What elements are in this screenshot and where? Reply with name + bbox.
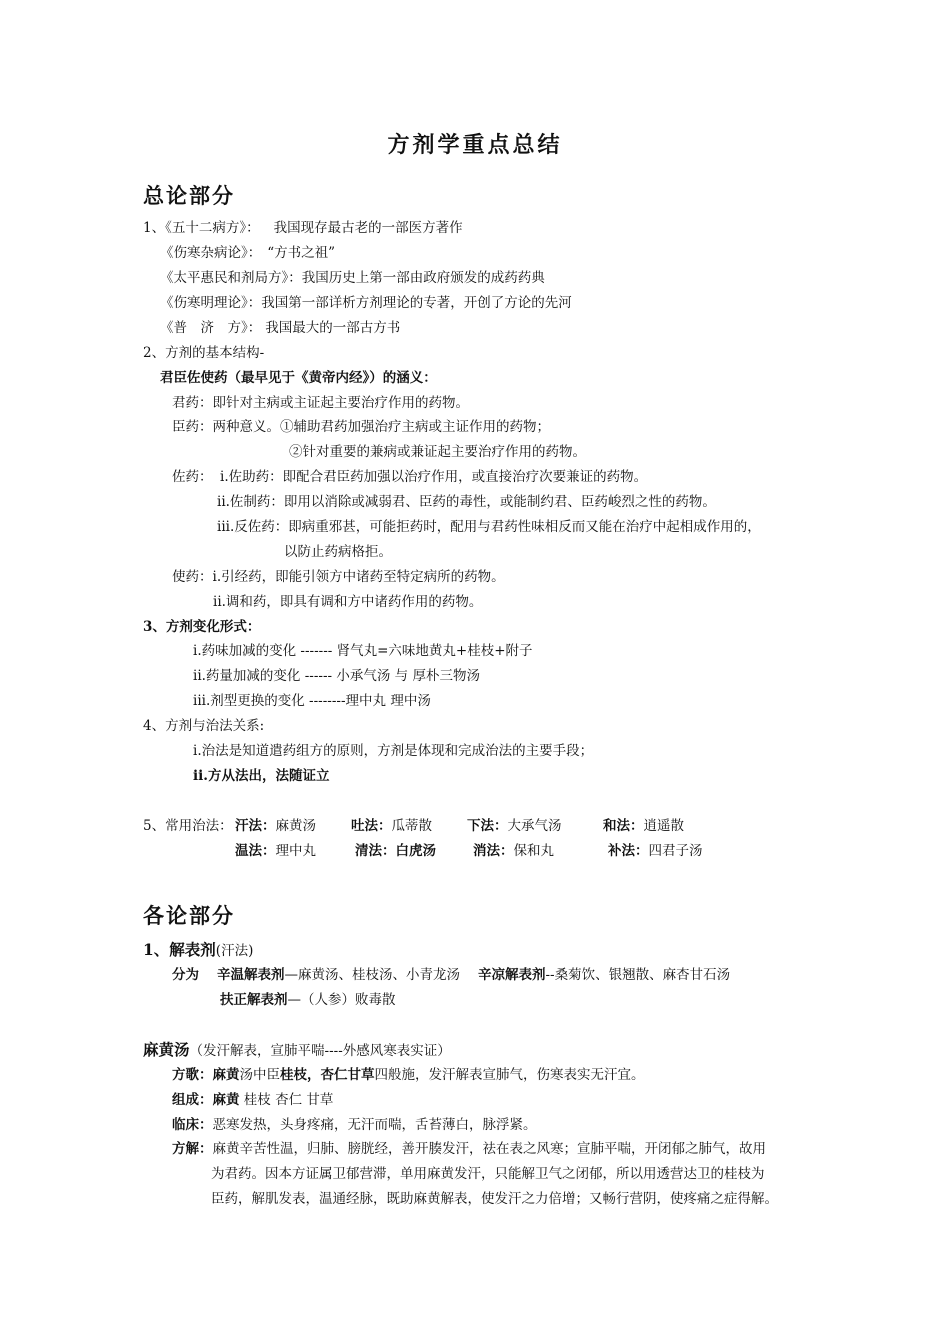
book-title: 《伤寒杂病论》： xyxy=(160,245,262,261)
linchuang-text: 恶寒发热，头身疼痛，无汗而喘，舌苔薄白，脉浮紧。 xyxy=(212,1117,537,1133)
jiebiao-heading xyxy=(143,941,253,960)
jiebiao-categories-2 xyxy=(220,991,396,1009)
method-item xyxy=(608,842,703,860)
fangjie-line1 xyxy=(172,1140,766,1158)
xinliang-list: --桑菊饮、银翘散、麻杏甘石汤 xyxy=(545,967,731,983)
zuo-yao-3b: 以防止药病格拒。 xyxy=(284,544,392,560)
fangge-herb: 桂枝 xyxy=(280,1067,307,1083)
jun-yao: 君药：即针对主病或主证起主要治疗作用的药物。 xyxy=(172,395,469,411)
method-key: 和法： xyxy=(603,818,644,834)
method-value: 理中丸 xyxy=(275,843,316,859)
method-key: 温法： xyxy=(235,843,276,859)
xinwen-list: —麻黄汤、桂枝汤、小青龙汤 xyxy=(284,967,460,983)
zucheng-label: 组成： xyxy=(172,1092,213,1108)
zuo-yao-label: 佐药： xyxy=(172,469,213,485)
fangjie-label: 方解： xyxy=(172,1141,213,1157)
zuo-yao-1: i.佐助药：即配合君臣药加强以治疗作用，或直接治疗次要兼证的药物。 xyxy=(220,469,648,485)
formula-desc: （发汗解表，宣肺平喘----外感风寒表实证） xyxy=(189,1043,451,1059)
zuo-yao-2: ii.佐制药：即用以消除或减弱君、臣药的毒性，或能制约君、臣药峻烈之性的药物。 xyxy=(217,494,716,510)
book-desc: 我国最大的一部古方书 xyxy=(265,320,401,336)
linchuang-line xyxy=(172,1116,537,1134)
book-title: 1、《五十二病方》： xyxy=(143,220,260,236)
method-key: 下法： xyxy=(467,818,508,834)
method-value: 麻黄汤 xyxy=(275,818,316,834)
zucheng-rest: 桂枝 杏仁 甘草 xyxy=(239,1092,334,1108)
book-title: 《普 济 方》： xyxy=(160,320,262,336)
method-value: 瓜蒂散 xyxy=(391,818,432,834)
method-value: 四君子汤 xyxy=(648,843,703,859)
jiebiao-paren: (汗法) xyxy=(215,943,254,959)
s1-line1 xyxy=(143,219,463,237)
zucheng-line xyxy=(172,1091,333,1109)
fangjie-text: 麻黄辛苦性温，归肺、膀胱经，善开腠发汗，祛在表之风寒；宣肺平喘，开闭郁之肺气，故用 xyxy=(212,1141,766,1157)
jiebiao-categories-1 xyxy=(172,966,730,984)
method-value: 大承气汤 xyxy=(507,818,562,834)
book-desc: “方书之祖” xyxy=(267,245,336,261)
book-desc: 我国现存最古老的一部医方著作 xyxy=(273,220,463,236)
method-key: 补法： xyxy=(608,843,649,859)
linchuang-label: 临床： xyxy=(172,1117,213,1133)
method-value: 白虎汤 xyxy=(395,843,436,859)
method-item xyxy=(603,817,684,835)
method-key: 汗法： xyxy=(235,818,276,834)
s5-prefix: 5、常用治法： xyxy=(143,818,233,834)
s2-subheading: 君臣佐使药（最早见于《黄帝内经》）的涵义： xyxy=(160,370,437,386)
shi-yao-1: 使药：i.引经药，即能引领方中诸药至特定病所的药物。 xyxy=(172,569,505,585)
chen-yao-1: 臣药：两种意义。①辅助君药加强治疗主病或主证作用的药物； xyxy=(172,419,550,435)
method-key: 消法： xyxy=(473,843,514,859)
method-item xyxy=(355,842,436,860)
s1-line4: 《伤寒明理论》：我国第一部详析方剂理论的专著，开创了方论的先河 xyxy=(160,295,572,311)
method-item xyxy=(467,817,562,835)
fangge-line xyxy=(172,1066,645,1084)
method-value: 逍遥散 xyxy=(643,818,684,834)
s1-line3: 《太平惠民和剂局方》：我国历史上第一部由政府颁发的成药药典 xyxy=(160,270,545,286)
section-heading-general: 总论部分 xyxy=(143,183,235,208)
s4-heading: 4、方剂与治法关系: xyxy=(143,718,265,734)
method-item xyxy=(235,817,316,835)
fen-label: 分为 xyxy=(172,967,199,983)
method-item xyxy=(351,817,432,835)
method-item xyxy=(473,842,554,860)
xinliang-label: 辛凉解表剂 xyxy=(478,967,546,983)
fangge-text: ， xyxy=(307,1067,321,1083)
jiebiao-title: 1、解表剂 xyxy=(143,940,216,959)
formula-name: 麻黄汤 xyxy=(143,1040,190,1059)
method-item xyxy=(235,842,316,860)
fangjie-line2: 为君药。因本方证属卫郁营滞，单用麻黄发汗，只能解卫气之闭郁，所以用透营达卫的桂枝为 xyxy=(211,1166,765,1182)
method-value: 保和丸 xyxy=(513,843,554,859)
s3-line3: iii.剂型更换的变化 --------理中丸 理中汤 xyxy=(193,693,431,709)
mahuang-heading xyxy=(143,1041,451,1060)
fuzheng-label: 扶正解表剂 xyxy=(220,992,288,1008)
chen-yao-2: ②针对重要的兼病或兼证起主要治疗作用的药物。 xyxy=(289,444,586,460)
section-heading-specific: 各论部分 xyxy=(143,903,235,928)
s3-line2: ii.药量加减的变化 ------ 小承气汤 与 厚朴三物汤 xyxy=(193,668,480,684)
fangge-herb: 麻黄 xyxy=(212,1067,240,1083)
s2-heading: 2、方剂的基本结构- xyxy=(143,345,265,361)
s1-line5 xyxy=(160,319,400,337)
page-title: 方剂学重点总结 xyxy=(387,132,563,158)
s1-line2 xyxy=(160,244,335,262)
fangge-label: 方歌： xyxy=(172,1067,213,1083)
xinwen-label: 辛温解表剂 xyxy=(217,967,285,983)
shi-yao-2: ii.调和药，即具有调和方中诸药作用的药物。 xyxy=(213,594,483,610)
fangge-text: 四般施，发汗解表宣肺气，伤寒表实无汗宜。 xyxy=(374,1067,645,1083)
s4-line2: ii.方从法出，法随证立 xyxy=(193,768,330,784)
zucheng-herb: 麻黄 xyxy=(212,1092,240,1108)
fangjie-line3: 臣药，解肌发表，温通经脉，既助麻黄解表，使发汗之力倍增；又畅行营阴，使疼痛之症得解。 xyxy=(211,1191,778,1207)
fangge-text: 汤中臣 xyxy=(239,1067,280,1083)
s3-heading: 3、方剂变化形式： xyxy=(143,619,261,635)
s3-line1: i.药味加减的变化 ------- 肾气丸=六味地黄丸+桂枝+附子 xyxy=(193,643,533,659)
zuo-yao-3a: iii.反佐药：即病重邪甚，可能拒药时，配用与君药性味相反而又能在治疗中起相成作用的， xyxy=(217,519,761,535)
method-key: 吐法： xyxy=(351,818,392,834)
fangge-herb: 杏仁甘草 xyxy=(320,1067,375,1083)
s4-line1: i.治法是知道遣药组方的原则，方剂是体现和完成治法的主要手段； xyxy=(193,743,594,759)
method-key: 清法： xyxy=(355,843,396,859)
fuzheng-list: —（人参）败毒散 xyxy=(287,992,396,1008)
